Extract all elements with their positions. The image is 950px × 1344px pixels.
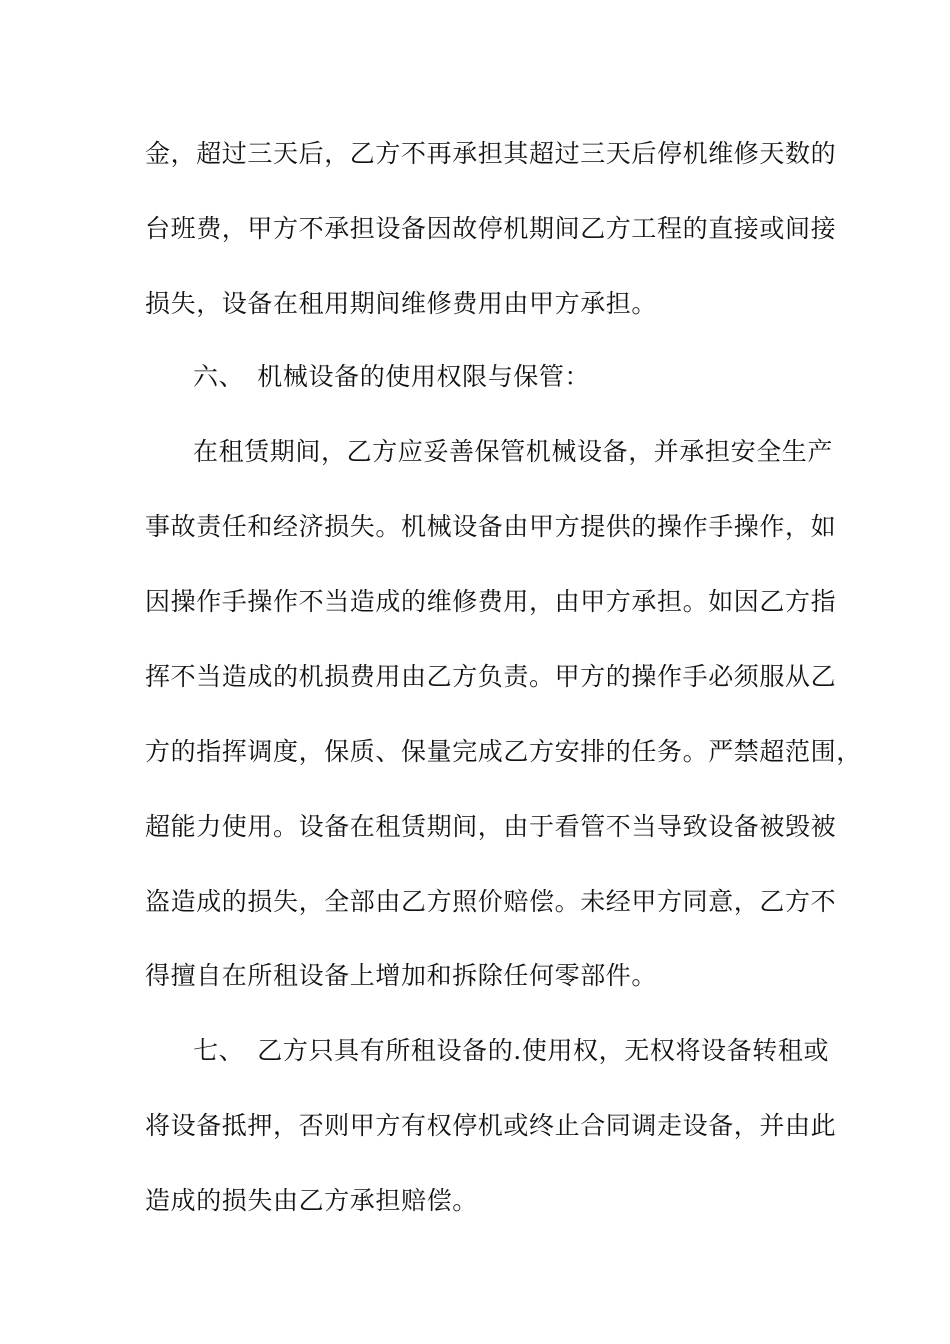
paragraph-line: 因操作手操作不当造成的维修费用，由甲方承担。如因乙方指 — [145, 587, 837, 616]
section-heading-seven: 七、 乙方只具有所租设备的.使用权，无权将设备转租或 — [193, 1036, 830, 1065]
paragraph-line: 造成的损失由乙方承担赔偿。 — [145, 1186, 478, 1215]
paragraph-line: 盗造成的损失，全部由乙方照价赔偿。未经甲方同意，乙方不 — [145, 887, 837, 916]
paragraph-line: 在租赁期间，乙方应妥善保管机械设备，并承担安全生产 — [193, 437, 834, 466]
paragraph-line: 将设备抵押，否则甲方有权停机或终止合同调走设备，并由此 — [145, 1111, 837, 1140]
paragraph-line: 损失，设备在租用期间维修费用由甲方承担。 — [145, 289, 658, 318]
paragraph-line: 得擅自在所租设备上增加和拆除任何零部件。 — [145, 961, 658, 990]
paragraph-line: 金，超过三天后，乙方不再承担其超过三天后停机维修天数的 — [145, 139, 837, 168]
paragraph-line: 台班费，甲方不承担设备因故停机期间乙方工程的直接或间接 — [145, 214, 837, 243]
paragraph-line: 方的指挥调度，保质、保量完成乙方安排的任务。严禁超范围， — [145, 737, 862, 766]
paragraph-line: 事故责任和经济损失。机械设备由甲方提供的操作手操作，如 — [145, 512, 837, 541]
paragraph-line: 超能力使用。设备在租赁期间，由于看管不当导致设备被毁被 — [145, 812, 837, 841]
paragraph-line: 挥不当造成的机损费用由乙方负责。甲方的操作手必须服从乙 — [145, 662, 837, 691]
section-heading-six: 六、 机械设备的使用权限与保管： — [193, 362, 591, 391]
